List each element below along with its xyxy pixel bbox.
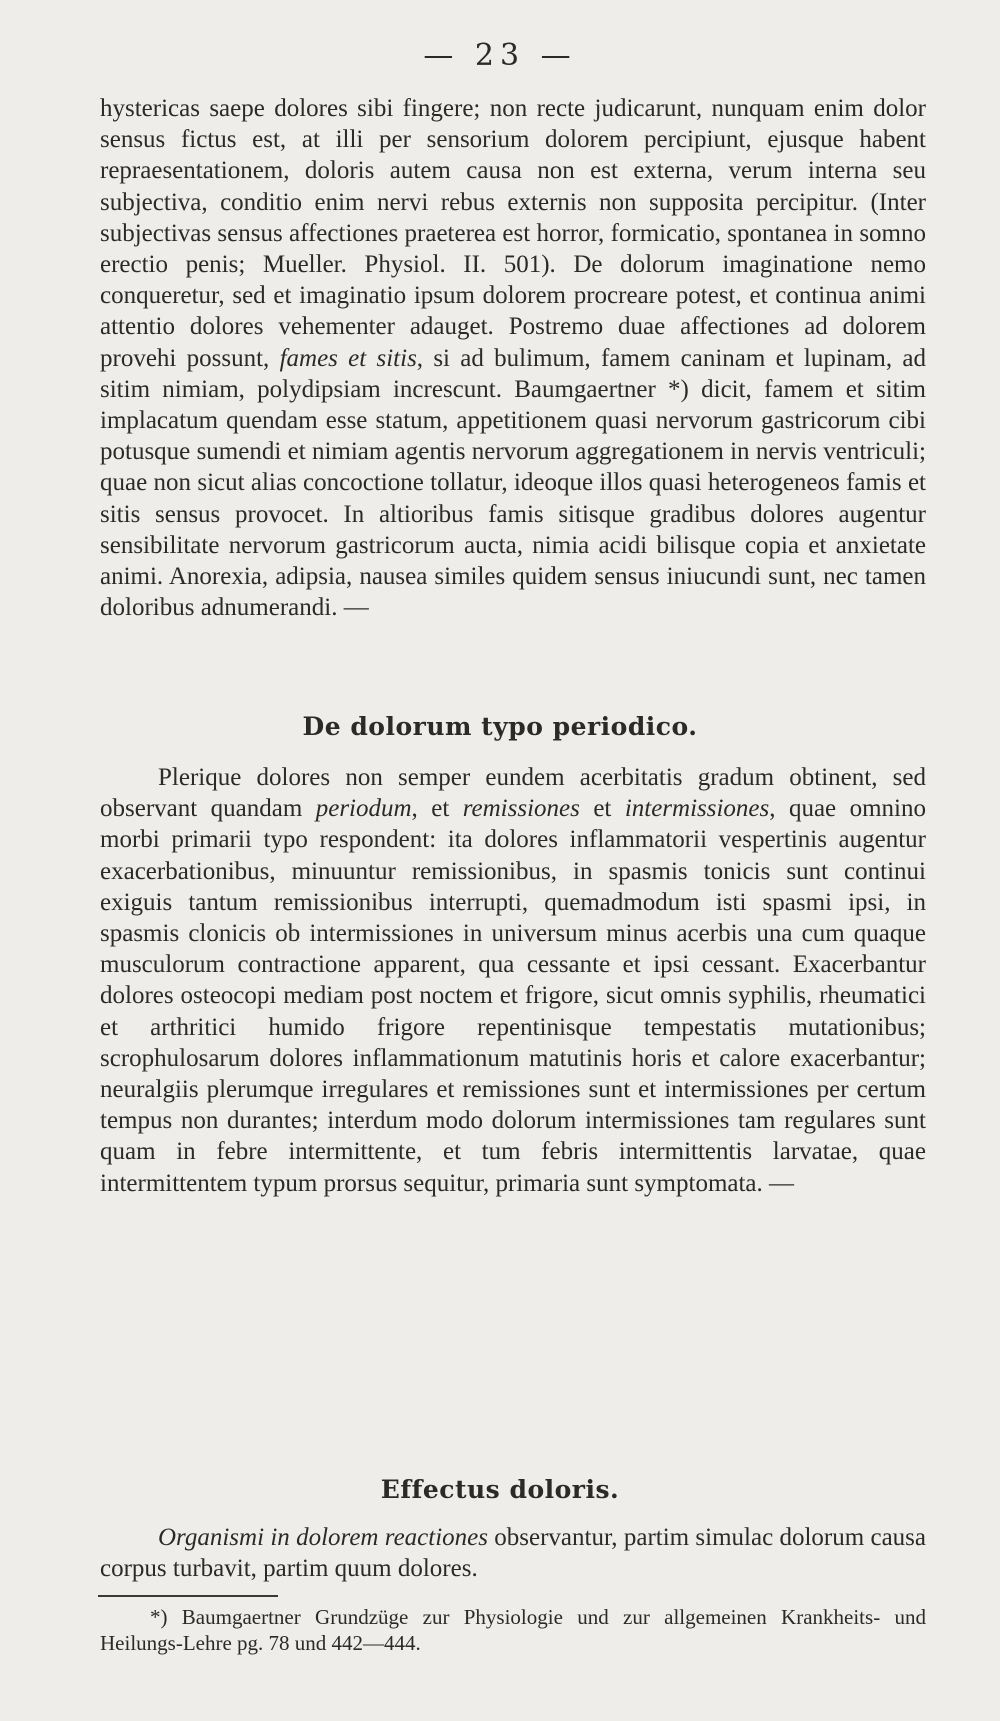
emphasis-intermissiones: intermissiones [624,795,770,823]
paragraph-typo-periodico [100,762,926,1199]
footnote [100,1604,926,1656]
paragraph-text: , et [411,795,463,823]
text-block-3 [100,1522,926,1584]
emphasis-fames-et-sitis: fames et sitis [279,344,417,372]
section-heading-effectus-doloris: Effectus doloris. [380,1475,620,1504]
paragraph-text: hystericas saepe dolores sibi fingere; non recte judicarunt, nunquam enim dolor sensus fictus est, at illi per sensorium dolorem percipiunt, ejusque habent repraesentationem, doloris autem causa non est externa, verum interna seu subjectiva, conditio enim nervi rebus externis non supposita percipitur. (Inter subjectivas sensus affectiones praeterea est horror, formicatio, spontanea in somno erectio penis; Mueller. Physiol. II. 501). De dolorum imaginatione nemo conqueretur, sed et imaginatio ipsum dolorem procreare potest, et continua animi attentio dolores vehementer adauget. Postremo duae affectiones ad dolorem provehi possunt, [100,95,926,372]
footnote-text: *) Baumgaertner Grundzüge zur Physiologie und zur allgemeinen Krankheits- und Heilungs-Lehre pg. 78 und 442—444. [100,1605,926,1655]
emphasis-organismi: Organismi in dolorem reactiones [158,1524,488,1551]
paragraph-text: et [579,795,625,823]
text-block-1 [100,93,926,623]
paragraph-continuation [100,93,926,623]
emphasis-periodum: periodum [315,795,412,823]
page-number: — 23 — [423,38,577,73]
emphasis-remissiones: remissiones [462,795,580,823]
paragraph-text: observantur, partim simulac dolorum causa corpus turbavit, partim quum dolores. [100,1524,926,1583]
paragraph-text: Plerique dolores non semper eundem acerbitatis gradum obtinent, sed observant quandam [100,764,926,823]
text-block-2 [100,762,926,1199]
paragraph-text: , si ad bulimum, famem caninam et lupinam, ad sitim nimiam, polydipsiam increscunt. Baumgaertner *) dicit, famem et sitim implacatum quendam esse statum, appetitionem quasi nervorum gastricorum cibi potusque sumendi et nimiam agentis nervorum aggregationem in nervis ventriculi; quae non sicut alias concoctione tollatur, ideoque illos quasi heterogeneos famis et sitis sensus provocet. In altioribus famis sitisque gradibus dolores augentur sensibilitate nervorum gastricorum aucta, nimia acidi bilisque copia et anxietate animi. Anorexia, adipsia, nausea similes quidem sensus iniucundi sunt, nec tamen doloribus adnumerandi. — [100,344,926,622]
footnote-rule [98,1595,278,1597]
section-heading-typo-periodico: De dolorum typo periodico. [302,712,698,741]
paragraph-effectus [100,1522,926,1584]
paragraph-text: , quae omnino morbi primarii typo respondent: ita dolores inflammatorii vespertinis augentur exacerbationibus, minuuntur remissionibus, in spasmis tonicis sunt continui exiguis tantum remissionibus interrupti, quemadmodum isti spasmi ipsi, in spasmis clonicis ob intermissiones in universum minus acerbis una cum quaque musculorum contractione apparent, qua cessante et ipsi cessant. Exacerbantur dolores osteocopi mediam post noctem et frigore, sicut omnis syphilis, rheumatici et arthritici humido frigore repentinisque tempestatis mutationibus; scrophulosarum dolores inflammationum matutinis horis et calore exacerbantur; neuralgiis plerumque irregulares et remissiones sunt et intermissiones per certum tempus non durantes; interdum modo dolorum intermissiones tam regulares sunt quam in febre intermittente, et tum febris intermittentis larvatae, quae intermittentem typum prorsus sequitur, primaria sunt symptomata. — [100,795,926,1197]
